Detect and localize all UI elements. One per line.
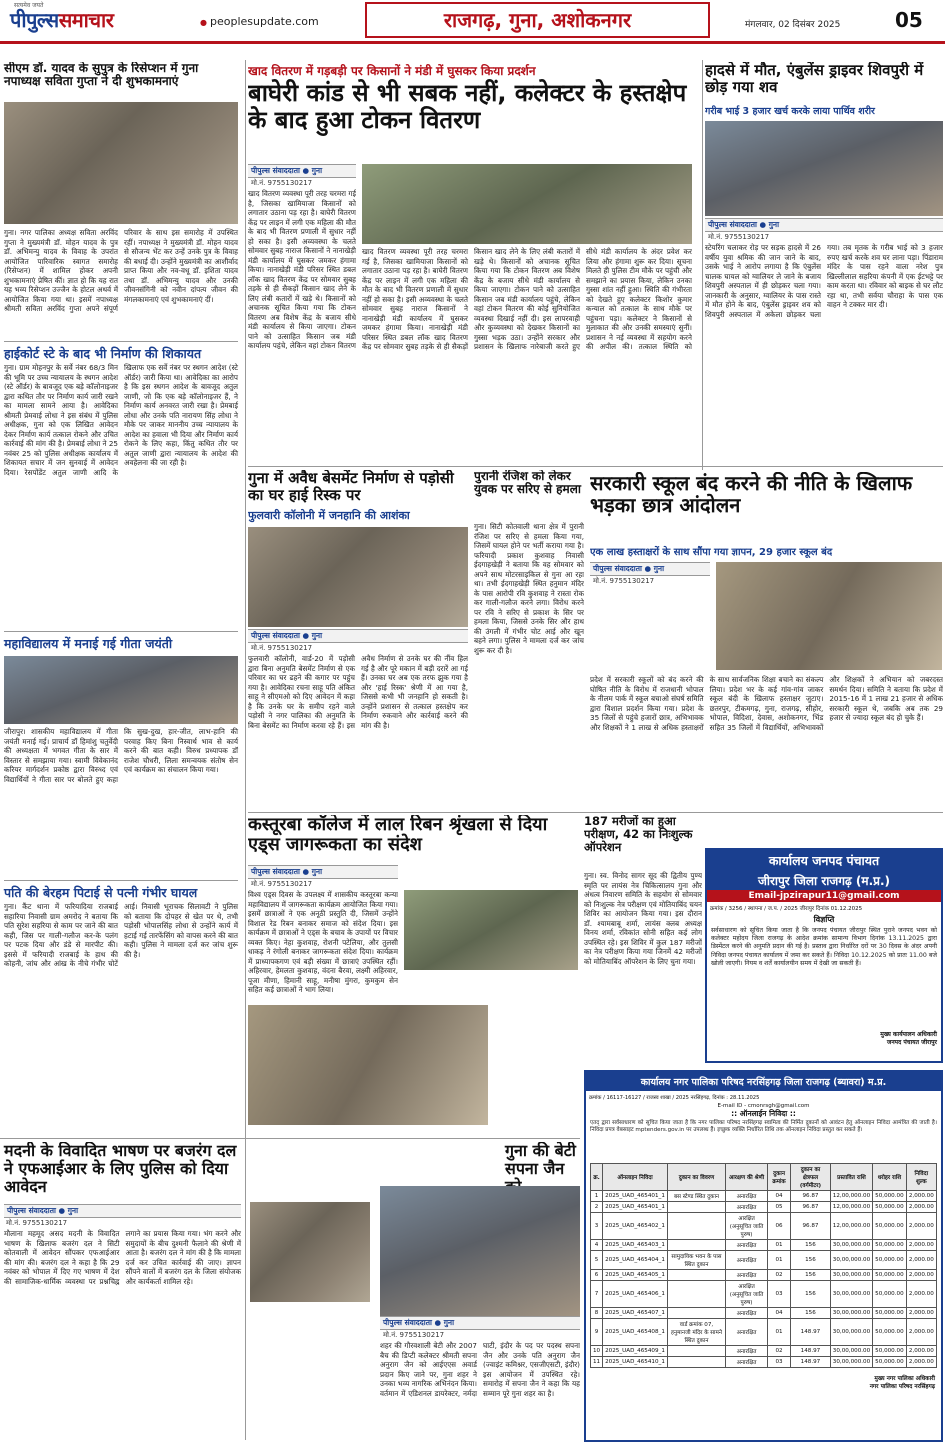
tender-cell: 50,000.00 [873,1357,906,1368]
tender-cell: 30,00,000.00 [830,1281,872,1308]
tender-cell [667,1281,725,1308]
tender-cell: 96.87 [791,1213,831,1240]
madni-mobile: मो.नं. 9755130217 [6,1219,68,1227]
notice-np-heading: :: ऑनलाईन निविदा :: [731,1109,796,1118]
madni-headline[interactable]: मदनी के विवादित भाषण पर बजरंग दल ने एफआईआर के लिए पुलिस को दिया आवेदन [4,1142,237,1196]
tender-col-header: ऑनलाइन निविदा [603,1164,668,1191]
madni-body: मौलाना महमूद असद मदनी के विवादित भाषण के खिलाफ बजरंग दल ने सिटी कोतवाली में आवेदन सौंपकर एफआईआर की मांग की। बजरंग दल ने कहा है कि 29 नवंबर को भोपाल में दिए गए भाषण में देश की सामाजिक-धार्मिक व्यवस्था पर प्रश्नचिह्न लगाने का प्रयास किया गया। भंग करने और समुदायों के बीच दुश्मनी फैलाने की श्रेणी में आता है। बजरंग दल ने मांग की है कि मामला दर्ज कर उचित कार्रवाई की जाए। ज्ञापन सौंपने वालों में बजरंग दल के जिला संयोजक और कार्यकर्ता शामिल रहे। [4,1229,241,1286]
tender-cell: 03 [767,1281,790,1308]
tender-cell: अनारक्षित [726,1240,768,1251]
tender-cell: 2,000.00 [906,1319,936,1346]
notice-janpad [705,848,943,1063]
notice-np-sign-a: मुख्य नगर पालिका अधिकारी [874,1376,935,1382]
kasturba-headline[interactable]: कस्तूरबा कॉलेज में लाल रिबन श्रृंखला से दिया एड्स जागरूकता का संदेश [248,815,548,856]
tender-cell: 04 [767,1308,790,1319]
tender-cell: 2025_UAD_465402_1 [603,1213,668,1240]
tender-cell [667,1213,725,1240]
tender-col-header: दुकान क्रमांक [767,1164,790,1191]
notice-janpad-ref: क्रमांक / 3256 / स्थापना / ज.प. / 2025 जीरापुर दिनांक 01.12.2025 [710,906,863,912]
tender-cell: 148.97 [791,1346,831,1357]
tender-cell: 5 [591,1251,603,1270]
sapna-award-photo [380,1186,580,1316]
khad-farmers-photo [362,164,692,244]
ops-story [584,815,702,1090]
tender-cell: 96.87 [791,1191,831,1202]
tender-cell: 02 [767,1270,790,1281]
tender-cell: 2,000.00 [906,1202,936,1213]
accident-story [705,62,943,462]
tender-cell: 2025_UAD_465401_1 [603,1191,668,1202]
tender-cell: 01 [767,1251,790,1270]
basement-story [248,470,468,810]
accident-headline[interactable]: हादसे में मौत, एंबुलेंस ड्राइवर शिवपुरी में छोड़ गया शव [705,62,924,96]
newspaper-logo[interactable]: पीपुल्ससमाचार [10,8,114,32]
tender-cell: 156 [791,1251,831,1270]
khad-kicker: खाद वितरण में गड़बड़ी पर किसानों ने मंडी में घुसकर किया प्रदर्शन [248,64,536,78]
cm-reception-photo [4,102,238,224]
tender-cell: 12,00,000.00 [830,1202,872,1213]
tender-cell: आरक्षित (अनुसूचित जाति पुरुष) [726,1281,768,1308]
tender-cell: 2,000.00 [906,1357,936,1368]
tender-cell: 2025_UAD_465404_1 [603,1251,668,1270]
tender-cell: अनारक्षित [726,1202,768,1213]
tender-cell: 30,00,000.00 [830,1319,872,1346]
tender-cell: 11 [591,1357,603,1368]
tender-cell: 30,00,000.00 [830,1251,872,1270]
accident-byline: पीपुल्स संवाददाता ● गुना [705,218,943,232]
tender-cell [667,1346,725,1357]
school-body: प्रदेश में सरकारी स्कूलों को बंद करने की घोषित नीति के विरोध में राजधानी भोपाल के नीलम पार्क में स्कूल बचाओ संघर्ष समिति द्वारा विशाल प्रदर्शन किया गया। प्रदेश के 35 जिलों से पहुंचे हजारों छात्र, अभिभावक और शिक्षकों ने 1 लाख से अधिक हस्ताक्षरों के साथ सार्वजनिक शिक्षा बचाने का संकल्प लिया। प्रदेश भर के कई गांव-गांव जाकर स्कूल बंदी के खिलाफ हस्ताक्षर जुटाए। छतरपुर, टीकमगढ़, गुना, राजगढ़, सीहोर, भोपाल, विदिशा, देवास, अशोकनगर, भिंड सहित 35 जिलों में विद्यार्थियों, अभिभावकों और शिक्षकों ने अभियान को जबरदस्त समर्थन दिया। समिति ने बताया कि प्रदेश में 2015-16 में 1 लाख 21 हजार से अधिक सरकारी स्कूल थे, जबकि अब तक 29 हजार से ज्यादा स्कूल बंद हो चुके हैं। [590,675,943,732]
tender-col-header: धरोहर राशि [873,1164,906,1191]
row-divider [0,1138,580,1139]
tender-row [591,1357,937,1368]
notice-np-sign-b: नगर पालिका परिषद नरसिंहगढ़ [869,1384,935,1390]
tender-cell: 50,000.00 [873,1251,906,1270]
tender-cell: 50,000.00 [873,1319,906,1346]
tender-row [591,1319,937,1346]
tender-cell [667,1308,725,1319]
khad-body-col1: खाद वितरण व्यवस्था पूरी तरह चरमरा गई है, जिसका खामियाजा किसानों को लगातार उठाना पड़ रहा है। बाघेरी वितरण केंद्र पर लाइन में लगी एक महिला की मौत के बाद भी वितरण प्रणाली में सुधार नहीं हो सका है। इसी अव्यवस्था के चलते सोमवार सुबह नाराज किसानों ने नानाखेड़ी मंडी कार्यालय में घुसकर जमकर हंगामा किया। नानाखेड़ी मंडी परिसर स्थित डबल लॉक खाद वितरण केंद्र पर सोमवार सुबह तड़के से ही सैकड़ों किसान खाद लेने के लिए लंबी कतारों में खड़े थे। किसानों को अचानक सूचित किया गया कि टोकन वितरण अब विशेष केंद्र के बजाय सीधे मंडी कार्यालय से किया जाएगा। टोकन पाने को उत्साहित किसान जब मंडी कार्यालय पहुंचे, लेकिन वहां टोकन वितरण [248,189,356,349]
tender-row [591,1346,937,1357]
kasturba-body: विश्व एड्स दिवस के उपलक्ष्य में शासकीय कस्तूरबा कन्या महाविद्यालय में जागरूकता कार्यक्रम आयोजित किया गया। इसमें छात्राओं ने एक अनूठी प्रस्तुति दी, जिसमें उन्होंने विशाल रेड रिबन बनाकर समाज को संदेश दिया। इस कार्यक्रम में छात्राओं ने एड्स के बचाव के उपायों पर विचार व्यक्त किए। नेहा कुशवाह, रोशनी पटेलिया, और तुलसी धाकड़ ने रंगोली बनाकर जागरूकता संदेश दिया। कार्यक्रम में प्राध्यापकगण एवं बड़ी संख्या में छात्राएं उपस्थित रहीं। अहिरवार, हेमलता कुशवाह, वंदना बैरवा, लक्ष्मी अहिरवार, पूजा मीणा, हिमानी साहू, मनीषा मुंगरा, कुमकुम सेन सहित कई छात्राओं ने भाग लिया। [248,890,398,994]
tender-cell: 30,00,000.00 [830,1308,872,1319]
edition-title: राजगढ़, गुना, अशोकनगर [365,2,710,38]
tender-cell: 2,000.00 [906,1270,936,1281]
ranjish-headline[interactable]: पुरानी रंजिश को लेकर युवक पर सरिए से हमला [474,470,581,497]
tender-cell: 50,000.00 [873,1240,906,1251]
tender-col-header: आरक्षण की श्रेणी [726,1164,768,1191]
tender-col-header: निविदा शुल्क [906,1164,936,1191]
sapna-body: शहर की गौरवशाली बेटी और 2007 बैच की डिप्टी कलेक्टर श्रीमती सपना अनुराग जैन को आईएएस अवार्ड प्रदान किए जाने पर, गुना शहर ने उनका भव्य नागरिक अभिनंदन किया। वर्तमान में एडिशनल डायरेक्टर, नर्मदा घाटी, इंदौर के पद पर पदस्थ सपना जैन और उनके पति अनुराग जैन (ज्वाइंट कमिश्नर, एसजीएसटी, इंदौर) इस आयोजन में उपस्थित रहे। समारोह में सपना जैन ने कहा कि यह सम्मान पूरे गुना शहर का है। [380,1341,580,1398]
tender-cell: आरक्षित (अनुसूचित जाति पुरुष) [726,1213,768,1240]
tender-row [591,1191,937,1202]
school-protest-photo [716,562,942,670]
notice-janpad-sign-b: जनपद पंचायत जीरापुर [886,1039,937,1046]
tender-cell: अनारक्षित [726,1251,768,1270]
school-headline[interactable]: सरकारी स्कूल बंद करने की नीति के खिलाफ भड़का छात्र आंदोलन [590,472,913,518]
gita-story-body: जीरापुर। शासकीय महाविद्यालय में गीता जयंती मनाई गई। प्राचार्य डॉ हिमांशु चतुर्वेदी की अध्यक्षता में भगवत गीता के सार में विस्तार से समझाया गया। स्वामी विवेकानंद करियर मार्गदर्शन प्रकोष्ठ द्वारा विरुध्द एवं विद्यार्थियों ने गीता सार पर बोलते हुए कहा कि सुख-दुख, हार-जीत, लाभ-हानि की परवाह किए बिना निस्वार्थ भाव से कार्य करने की बात कही। विरुध प्रध्यापक डॉ राजेश चौधरी, लिला समन्वयक संतोष सेन एवं कार्यक्रम का संचालन किया गया। [4,727,238,784]
tender-cell: 2025_UAD_465403_1 [603,1240,668,1251]
school-subhead: एक लाख हस्ताक्षरों के साथ सौंपा गया ज्ञापन, 29 हजार स्कूल बंद [590,547,833,558]
notice-np-body: एतद् द्वारा सर्वसाधारण को सूचित किया जाता है कि नगर पालिका परिषद नरसिंहगढ़ स्वामित्व की निर्मित दुकानों को आवंटन हेतु ऑनलाइन निविदा आमंत्रित की जाती है। निविदा प्रपत्र वेबसाइट mptenders.gov.in पर उपलब्ध हैं। इच्छुक व्यक्ति निर्धारित तिथि तक ऑनलाइन निविदा प्रस्तुत कर सकते हैं। [590,1120,937,1134]
madni-byline: पीपुल्स संवाददाता ● गुना [4,1204,241,1218]
hc-story-body: गुना। ग्राम मोहनपुर के सर्वे नंबर 68/3 मिन की भूमि पर उच्च न्यायालय के स्थगन आदेश (स्टे ऑर्डर) के बावजूद एक बड़े कॉलोनाइजर द्वारा कथित तौर पर निर्माण कार्य जारी रखने का मामला सामने आया है। आवेदिका श्रीमती प्रेमवाई लोधा ने इस संबंध में पुलिस अधीक्षक, गुना को एक लिखित आवेदन देकर निर्माण कार्य तत्काल रोकने और उचित कार्रवाई की मांग की है। प्रेमबाई लोधा ने 25 नवंबर 25 को पुलिस अधीक्षक कार्यालय में शिकायत सचार में जन सुनवाई में आवेदन दिया। रेसपोंडेंट अतुल जाणी आदि के खिलाफ एक सर्वे नंबर पर स्थगन आदेश (स्टे ऑर्डर) जारी किया था। आवेदिका का आरोप है कि इस स्थगन आदेश के बावजूद अतुल जाणी, जो कि एक बड़े कॉलोनाइजर हैं, ने निर्माण कार्य अनवरत जारी रखा है। प्रेमबाई लोधा और उनके पति नारायण सिंह लोधा ने मौके पर जाकर माननीय उच्च न्यायालय के आदेश का हवाला भी दिया और निर्माण कार्य रोकने के लिए कहा, किंतु कथित तौर पर अतुल जाणी द्वारा न्यायालय के आदेश की अवहेलना की जा रही है। [4,363,238,477]
tender-row [591,1308,937,1319]
tender-cell: 2,000.00 [906,1240,936,1251]
tender-cell: 3 [591,1213,603,1240]
notice-np-ref: क्रमांक / 16117-16127 / राजस्व शाखा / 2025 नरसिंहगढ़, दिनांक : 28.11.2025 [589,1095,760,1101]
accident-body: स्टेयरिंग चलाकर रोड़ पर सड़क हादसे में 26 वर्षीय युवा श्रमिक की जान जाने के बाद, उसके भाई ने आरोप लगाया है कि एंबुलेंस चालक घायल को ग्वालियर ले जाने के बजाय शिवपुरी अस्पताल में ही छोड़कर चला गया। जानकारी के अनुसार, ग्वालियर के पास रास्ते में मौत होने के बाद, एंबुलेंस ड्राइवर शव को शिवपुरी अस्पताल में अकेला छोड़कर चला गया। तब मृतक के गरीब भाई को 3 हजार रुपए खर्च करके शव घर लाना पड़ा। पिंडाराम मंदिर के पास रहने वाला नरेश पुत्र खिल्लीलाल सहरिया कंपनी में एक ईटभट्टे पर काम करता था। रविवार को बाइक से घर लौट रहा था, तभी सर्वया चौराहा के पास एक वाहन ने टक्कर मार दी। [705,243,943,319]
notice-nagarpalika [584,1070,943,1442]
tender-cell: 30,00,000.00 [830,1240,872,1251]
tender-cell: 30,00,000.00 [830,1346,872,1357]
cm-story-body: गुना। नगर पालिका अध्यक्ष सविता अरविंद गुप्ता ने मुख्यमंत्री डॉ. मोहन यादव के पुत्र डॉ. अभिमन्यु यादव के विवाह के उपरांत आयोजित पारिवारिक स्वागत समारोह (रिसेप्शन) में शामिल होकर अपनी शुभकामनाएं प्रेषित कीं। ज्ञात हो कि यह रात यह भव्य रिसेप्शन उज्जैन के होटल अथर्व में आयोजित किया गया था। इसमें नपाध्यक्ष श्रीमती सविता अरविंद गुप्ता अपने संपूर्ण परिवार के साथ इस समारोह में उपस्थित रहीं। नपाध्यक्ष ने मुख्यमंत्री डॉ. मोहन यादव से सौजन्य भेंट कर उन्हें उनके पुत्र के विवाह की बधाई दी। उन्होंने मुख्यमंत्री का आशीर्वाद प्राप्त किया और नव-वधू डॉ. इशिता यादव तथा डॉ. अभिमन्यु यादव और उनकी जीवनसंगिनी को नवीन दांपत्य जीवन की मंगलकामनाएं एवं शुभकामनाएं दीं। [4,228,238,313]
page-number: 05 [895,8,923,32]
tender-cell: 4 [591,1240,603,1251]
tender-cell: 50,000.00 [873,1346,906,1357]
sapna-media [380,1142,580,1442]
tender-cell [667,1202,725,1213]
tender-cell: अनारक्षित [726,1191,768,1202]
tender-col-header: दुकान का क्षेत्रफल (वर्गमीटर) [791,1164,831,1191]
tender-cell [667,1240,725,1251]
basement-mobile: मो.नं. 9755130217 [251,644,313,652]
tender-row [591,1240,937,1251]
notice-janpad-sign-a: मुख्य कार्यपालन अधिकारी [880,1031,937,1038]
tender-cell: 05 [767,1202,790,1213]
cm-story-headline[interactable]: सीएम डॉ. यादव के सुपुत्र के रिसेप्शन में गुना नपाध्यक्ष सविता गुप्ता ने दी शुभकामनाएं [4,62,199,89]
wife-story-headline[interactable]: पति की बेरहम पिटाई से पत्नी गंभीर घायल [4,885,198,900]
ranjish-story [474,470,584,810]
khad-mobile: मो.नं. 9755130217 [251,179,313,187]
tender-cell: 04 [767,1191,790,1202]
tender-cell: 2025_UAD_465408_1 [603,1319,668,1346]
masthead [0,0,945,44]
tender-cell: 2,000.00 [906,1346,936,1357]
column-divider [245,60,246,1440]
ops-headline[interactable]: 187 मरीजों का हुआ परीक्षण, 42 का निःशुल्क ऑपरेशन [584,815,693,854]
gita-jayanti-photo [4,656,238,724]
khad-headline[interactable]: बाघेरी कांड से भी सबक नहीं, कलेक्टर के हस्तक्षेप के बाद हुआ टोकन वितरण [248,79,687,134]
tender-cell: 96.87 [791,1202,831,1213]
tender-cell: अनारक्षित [726,1308,768,1319]
tender-cell: 30,00,000.00 [830,1357,872,1368]
tender-col-header: क्र. [591,1164,603,1191]
notice-np-title: कार्यालय नगर पालिका परिषद नरसिंहगढ़ जिला राजगढ़ (ब्यावरा) म.प्र. [586,1072,941,1091]
tender-cell: 50,000.00 [873,1191,906,1202]
tender-cell: 156 [791,1270,831,1281]
tender-row [591,1281,937,1308]
tender-cell: 01 [767,1319,790,1346]
website-link[interactable]: ● peoplesupdate.com [200,15,319,28]
tender-cell: 7 [591,1281,603,1308]
basement-byline: पीपुल्स संवाददाता ● गुना [248,629,468,643]
notice-janpad-title-a: कार्यालय जनपद पंचायत [707,850,941,871]
accident-mobile: मो.नं. 9755130217 [708,233,770,241]
tender-cell: 06 [767,1213,790,1240]
tender-cell: अनारक्षित [726,1319,768,1346]
tender-cell: 50,000.00 [873,1281,906,1308]
tender-cell: 2,000.00 [906,1213,936,1240]
accident-subhead: गरीब भाई 3 हजार खर्च करके लाया पार्थिव शरीर [705,106,875,117]
tender-cell: 2025_UAD_465409_1 [603,1346,668,1357]
sapna-byline: पीपुल्स संवाददाता ● गुना [380,1316,580,1330]
tender-cell: 9 [591,1319,603,1346]
tender-cell: 148.97 [791,1319,831,1346]
tender-row [591,1251,937,1270]
row-divider [248,812,943,813]
tender-cell: अनारक्षित [726,1346,768,1357]
khad-byline: पीपुल्स संवाददाता ● गुना [248,164,356,178]
tender-cell: 156 [791,1308,831,1319]
ops-body: गुना। स्व. विनोद सागर सूद की द्वितीय पुण्य स्मृति पर लायंस नेत्र चिकित्सालय गुना और अंधत्व निवारण समिति के सहयोग से सोमवार को निःशुल्क नेत्र परीक्षण एवं मोतियाबिंद चयन शिविर का आयोजन किया गया। इस दौरान डॉ. श्यामबाबू शर्मा, लायंस क्लब अध्यक्ष विनय शर्मा, रविकांत सोनी सहित कई लोग उपस्थित रहे। इस शिविर में कुल 187 मरीजों का नेत्र परीक्षण किया गया जिनमें 42 मरीजों को मोतियाबिंद ऑपरेशन के लिए चुना गया। [584,871,702,966]
kasturba-story [248,815,578,1090]
tender-cell: 03 [767,1357,790,1368]
hc-story-headline[interactable]: हाईकोर्ट स्टे के बाद भी निर्माण की शिकायत [4,346,202,361]
tender-cell: 156 [791,1240,831,1251]
madni-memorandum-photo [250,1202,370,1302]
notice-janpad-title-b: जीरापुर जिला राजगढ़ (म.प्र.) [707,871,941,890]
tender-cell: अनारक्षित [726,1357,768,1368]
tender-cell: 50,000.00 [873,1270,906,1281]
tender-cell: 2025_UAD_465407_1 [603,1308,668,1319]
tender-cell: 01 [767,1240,790,1251]
tender-cell: 2,000.00 [906,1308,936,1319]
tender-cell: 50,000.00 [873,1308,906,1319]
notice-janpad-body: सर्वसाधारण को सूचित किया जाता है कि जनपद पंचायत जीरापुर स्थित पुराने जनपद भवन को कलेक्टर महोदय जिला राजगढ़ के आदेश क्रमांक सामान्य विभाग दिनांक 13.11.2025 द्वारा डिस्मेंटल करने की अनुमति प्रदान की गई है। प्रस्ताव द्वारा निर्धारित दरों पर 30 दिवस के अंदर अपनी निविदा जनपद पंचायत कार्यालय में जमा कर सकते हैं। निविदा 10.12.2025 को प्रातः 11.00 बजे खोली जाएगी। नियम व शर्तें कार्यालयीन समय में देखी जा सकती हैं। [711,927,937,967]
tender-cell: बस स्टेण्ड स्थित दुकान [667,1191,725,1202]
tender-row [591,1270,937,1281]
logo-tagline: सत्यमेव जयते [14,2,44,9]
tender-cell: 1 [591,1191,603,1202]
issue-date: मंगलवार, 02 दिसंबर 2025 [745,20,841,30]
khad-body-main: खाद वितरण व्यवस्था पूरी तरह चरमरा गई है, जिसका खामियाजा किसानों को लगातार उठाना पड़ रहा है। बाघेरी वितरण केंद्र पर लाइन में लगी एक महिला की मौत के बाद भी वितरण प्रणाली में सुधार नहीं हो सका है। इसी अव्यवस्था के चलते सोमवार सुबह नाराज किसानों ने नानाखेड़ी मंडी कार्यालय में घुसकर जमकर हंगामा किया। नानाखेड़ी मंडी परिसर स्थित डबल लॉक खाद वितरण केंद्र पर सोमवार सुबह तड़के से ही सैकड़ों किसान खाद लेने के लिए लंबी कतारों में खड़े थे। किसानों को अचानक सूचित किया गया कि टोकन वितरण अब विशेष केंद्र के बजाय सीधे मंडी कार्यालय से किया जाएगा। टोकन पाने को उत्साहित किसान जब मंडी कार्यालय पहुंचे, लेकिन वहां टोकन वितरण की कोई सुनियोजित व्यवस्था दिखाई नहीं दी। इस लापरवाही और कुव्यवस्था को देखकर किसानों का गुस्सा भड़क उठा। उन्होंने सरकार और प्रशासन के खिलाफ नारेबाजी करते हुए सीधे मंडी कार्यालय के अंदर प्रवेश कर लिया और हंगामा शुरू कर दिया। सूचना मिलते ही पुलिस टीम मौके पर पहुंची और समझाने का प्रयास किया, लेकिन उनका गुस्सा शांत नहीं हुआ। स्थिति की गंभीरता को देखते हुए कलेक्टर किशोर कुमार कन्याल को तत्काल के साथ मौके पर पहुंचना पड़ा। कलेक्टर ने किसानों से मुलाकात की और उनकी समस्याएं सुनीं। प्रशासन ने नई व्यवस्था में सहयोग करने की अपील की। तत्काल स्थिति को [362,247,692,351]
basement-subhead: फुलवारी कॉलोनी में जनहानि की आशंका [248,509,410,522]
tender-cell: अनारक्षित [726,1270,768,1281]
row-divider [248,466,943,467]
tender-cell: 2,000.00 [906,1251,936,1270]
notice-np-email[interactable]: E-mail ID - cmonrsgh@gmail.com [717,1103,810,1109]
tender-cell: 2 [591,1202,603,1213]
tender-cell: 02 [767,1346,790,1357]
tender-cell: सामुदायिक भवन के पास स्थित दुकान [667,1251,725,1270]
kasturba-byline: पीपुल्स संवाददाता ● गुना [248,865,398,879]
tender-cell: 30,00,000.00 [830,1270,872,1281]
khad-story [248,62,698,362]
tender-cell: 12,00,000.00 [830,1213,872,1240]
tender-cell: 156 [791,1281,831,1308]
kasturba-ribbon-photo [404,890,578,970]
gita-story-headline[interactable]: महाविद्यालय में मनाई गई गीता जयंती [4,636,173,651]
accident-photo [705,121,943,216]
school-byline: पीपुल्स संवाददाता ● गुना [590,562,710,576]
sapna-mobile: मो.नं. 9755130217 [383,1331,445,1339]
school-story [590,472,943,812]
tender-cell: 2,000.00 [906,1191,936,1202]
tender-cell: 2025_UAD_465406_1 [603,1281,668,1308]
tender-table [590,1163,937,1368]
tender-cell [667,1270,725,1281]
tender-cell: 50,000.00 [873,1202,906,1213]
tender-col-header: प्रस्तावित राशि [830,1164,872,1191]
tender-cell: 12,00,000.00 [830,1191,872,1202]
tender-cell: 148.97 [791,1357,831,1368]
notice-janpad-heading: विज्ञप्ति [813,915,835,924]
madni-story [0,1142,245,1442]
basement-photo [248,527,468,627]
tender-cell: 8 [591,1308,603,1319]
tender-cell: 50,000.00 [873,1213,906,1240]
notice-janpad-email[interactable]: Email-jpzirapur11@gmail.com [707,890,941,902]
tender-cell: 2025_UAD_465401_1 [603,1202,668,1213]
tender-cell: 10 [591,1346,603,1357]
tender-row [591,1202,937,1213]
column-divider [702,60,703,470]
tender-cell: वार्ड क्रमांक 07, हनुमानजी मंदिर के सामने स्थित दुकान [667,1319,725,1346]
tender-cell: 2,000.00 [906,1281,936,1308]
basement-body: फुलवारी कॉलोनी, वार्ड-20 में पड़ोसी द्वारा बिना अनुमति बेसमेंट निर्माण से एक परिवार का घर ढहने की कगार पर पहुंच गया है। आवेदिका रचना साहू पति अंकित साहू ने सीएमओ को दिए आवेदन में कहा है कि उनके घर के समीप रहने वाले पड़ोसी ने नगर पालिका की अनुमति के बिना बेसमेंट का निर्माण करवा रहे हैं। इस अवैध निर्माण से उनके घर की नींव हिल गई है और पूरे मकान में बड़ी दरारें आ गई हैं। उनका घर अब एक तरफ झुक गया है और 'हाई रिस्क' श्रेणी में आ गया है, जिससे कभी भी जनहानि हो सकती है। उन्होंने प्रशासन से तत्काल हस्तक्षेप कर निर्माण रुकवाने और कार्रवाई करने की मांग की है। [248,654,468,730]
wife-story-body: गुना। कैंट थाना में फरियादिया राजबाई सहारिया निवासी ग्राम अमरोद ने बताया कि पति सुरेश सहरिया से काम पर जाने की बात कही, जिस पर गाली-गलौज कर-के पलंग पर पटक दिया और डंडे से मारपीट की। इससे में फरियादी राजबाई के हाथ की कोहनी, जांघ और आंख के नीचे गंभीर चोटें आई। निवासी भूराचक सिलावटी ने पुलिस को बताया कि दोपहर से खेत पर थे, तभी पड़ोसी भोपालसिंह लोधा से उन्होंने कार्य में हटाई गई तारफेंसिंग को वापस करने की बात कही। पुलिस ने मामला दर्ज कर जांच शुरू की है। [4,902,238,968]
sapna-headline[interactable]: गुना की बेटी सपना जैन [505,1142,576,1178]
ranjish-body: गुना। सिटी कोतवाली थाना क्षेत्र में पुरानी रंजिश पर सरिए से हमला किया गया, जिसमें घायल होने पर भर्ती कराया गया है। फरियादी प्रकाश कुशवाह निवासी ईदगाहखेड़ी ने बताया कि वह सोमवार को अपने साथ मोटरसाइकिल से गुना आ रहा था। तभी ईदगाहखेड़ी स्थित हनुमान मंदिर के पास आरोपी रवि कुशवाह ने रास्ता रोक कर गाली-गलौज करने लगा। विरोध करने पर रवि ने सरिए से प्रकाश के सिर पर हमला किया, जिससे उनके सिर और हाथ की उंगली में गंभीर चोट आई और खून बहने लगा। पुलिस ने मामला दर्ज कर जांच शुरू कर दी है। [474,522,584,655]
kasturba-mobile: मो.नं. 9755130217 [251,880,313,888]
school-mobile: मो.नं. 9755130217 [593,577,655,585]
tender-cell: 2025_UAD_465410_1 [603,1357,668,1368]
tender-cell: 6 [591,1270,603,1281]
tender-cell: 2025_UAD_465405_1 [603,1270,668,1281]
tender-cell [667,1357,725,1368]
basement-headline[interactable]: गुना में अवैध बेसमेंट निर्माण से पड़ोसी का घर हाई रिस्क पर [248,470,454,504]
tender-row [591,1213,937,1240]
tender-col-header: दुकान का विवरण [667,1164,725,1191]
